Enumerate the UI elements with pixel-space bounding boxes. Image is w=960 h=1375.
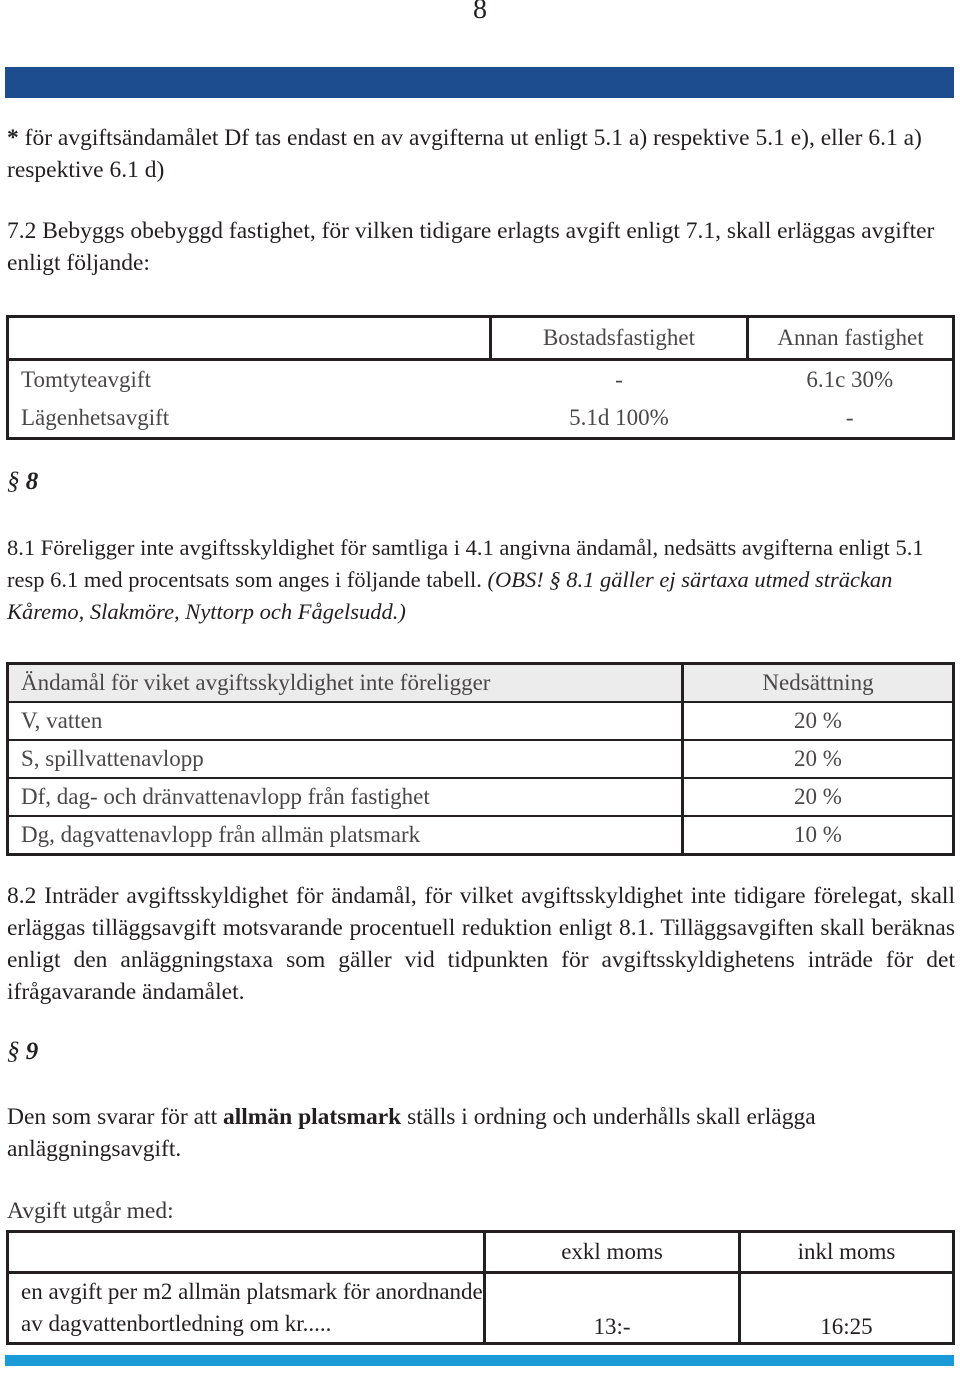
- table-header-row: [8, 1232, 954, 1273]
- table-cell: 16:25: [820, 1314, 873, 1339]
- table-cell: Tomtyteavgift: [21, 367, 151, 392]
- table-header-cell: inkl moms: [740, 1232, 954, 1273]
- table-cell: 10 %: [683, 816, 954, 855]
- table-row: [8, 360, 954, 400]
- page-number: 8: [473, 0, 487, 25]
- platsmark-fee-table: [6, 1230, 955, 1345]
- section-number: 8: [25, 468, 39, 495]
- table-cell: S, spillvattenavlopp: [8, 740, 683, 778]
- table-cell: -: [845, 405, 854, 430]
- footnote-text: för avgiftsändamålet Df tas endast en av avgifterna ut enligt 5.1 a) respektive 5.1 e), eller 6.1 a) respektive 6.1 d): [7, 125, 922, 183]
- table-row: [8, 778, 954, 816]
- table-header-cell: [8, 317, 491, 360]
- avgift-label: Avgift utgår med:: [7, 1198, 174, 1224]
- table-cell: -: [615, 367, 623, 392]
- table-cell: 20 %: [683, 740, 954, 778]
- table-row: [8, 399, 954, 439]
- paragraph-8-2: 8.2 Inträder avgiftsskyldighet för ändamål, för vilket avgiftsskyldighet inte tidigare förelegat, skall erläggas tilläggsavgift motsvarande procentuell reduktion enligt 8.1. Tilläggsavgiften skall beräknas enligt den anläggningstaxa som gäller vid tidpunkten för avgiftsskyldighetens inträde för det ifrågavarande ändamålet.: [7, 883, 955, 1005]
- table-cell: 5.1d 100%: [569, 405, 669, 430]
- section-symbol: §: [7, 468, 20, 495]
- table-cell: 6.1c 30%: [806, 367, 894, 392]
- table-row: [8, 740, 954, 778]
- table-header-cell: Bostadsfastighet: [491, 317, 748, 360]
- table-row: [8, 816, 954, 855]
- footer-bar: [5, 1355, 954, 1366]
- table-header-cell: Nedsättning: [683, 664, 954, 703]
- footnote-star: *: [7, 125, 19, 151]
- table-cell: Lägenhetsavgift: [21, 405, 170, 430]
- paragraph-9-bold: allmän platsmark: [223, 1104, 402, 1130]
- table-cell: 20 %: [683, 702, 954, 740]
- table-row: [8, 702, 954, 740]
- paragraph-8-1: [7, 532, 955, 628]
- table-header-row: [8, 317, 954, 360]
- table-header-cell: Annan fastighet: [748, 317, 954, 360]
- section-8-heading: [7, 468, 38, 496]
- table-header-cell: Ändamål för viket avgiftsskyldighet inte föreligger: [8, 664, 683, 703]
- paragraph-9-after: ställs i ordning och underhålls skall erlägga anläggningsavgift.: [7, 1104, 816, 1162]
- section-symbol: §: [7, 1038, 20, 1065]
- fee-table-7-2: [6, 315, 955, 440]
- table-cell: 13:-: [485, 1273, 740, 1344]
- table-cell: 20 %: [683, 778, 954, 816]
- table-header-cell: exkl moms: [485, 1232, 740, 1273]
- table-row: [8, 1273, 954, 1344]
- table-cell: V, vatten: [8, 702, 683, 740]
- paragraph-8-1-text: 8.1 Föreligger inte avgiftsskyldighet för samtliga i 4.1 angivna ändamål, nedsätts avgifterna enligt 5.1 resp 6.1 med procentsats som anges i följande tabell.: [7, 535, 924, 592]
- reduction-table: [6, 662, 955, 856]
- paragraph-9-before: Den som svarar för att: [7, 1104, 223, 1130]
- paragraph-9: [7, 1101, 955, 1165]
- table-header-cell: [8, 1232, 485, 1273]
- table-cell: en avgift per m2 allmän platsmark för anordnande av dagvattenbortledning om kr.....: [8, 1273, 485, 1344]
- table-header-row: [8, 664, 954, 703]
- table-cell: Dg, dagvattenavlopp från allmän platsmark: [8, 816, 683, 855]
- footnote-paragraph: [7, 122, 955, 186]
- table-cell: Df, dag- och dränvattenavlopp från fastighet: [8, 778, 683, 816]
- paragraph-7-2: 7.2 Bebyggs obebyggd fastighet, för vilken tidigare erlagts avgift enligt 7.1, skall erläggas avgifter enligt följande:: [7, 218, 935, 276]
- paragraph-8-1-note: (OBS! § 8.1 gäller ej särtaxa utmed sträckan Kåremo, Slakmöre, Nyttorp och Fågelsudd.): [7, 567, 893, 624]
- section-number: 9: [25, 1038, 39, 1065]
- header-bar: [5, 67, 954, 98]
- section-9-heading: [7, 1038, 38, 1066]
